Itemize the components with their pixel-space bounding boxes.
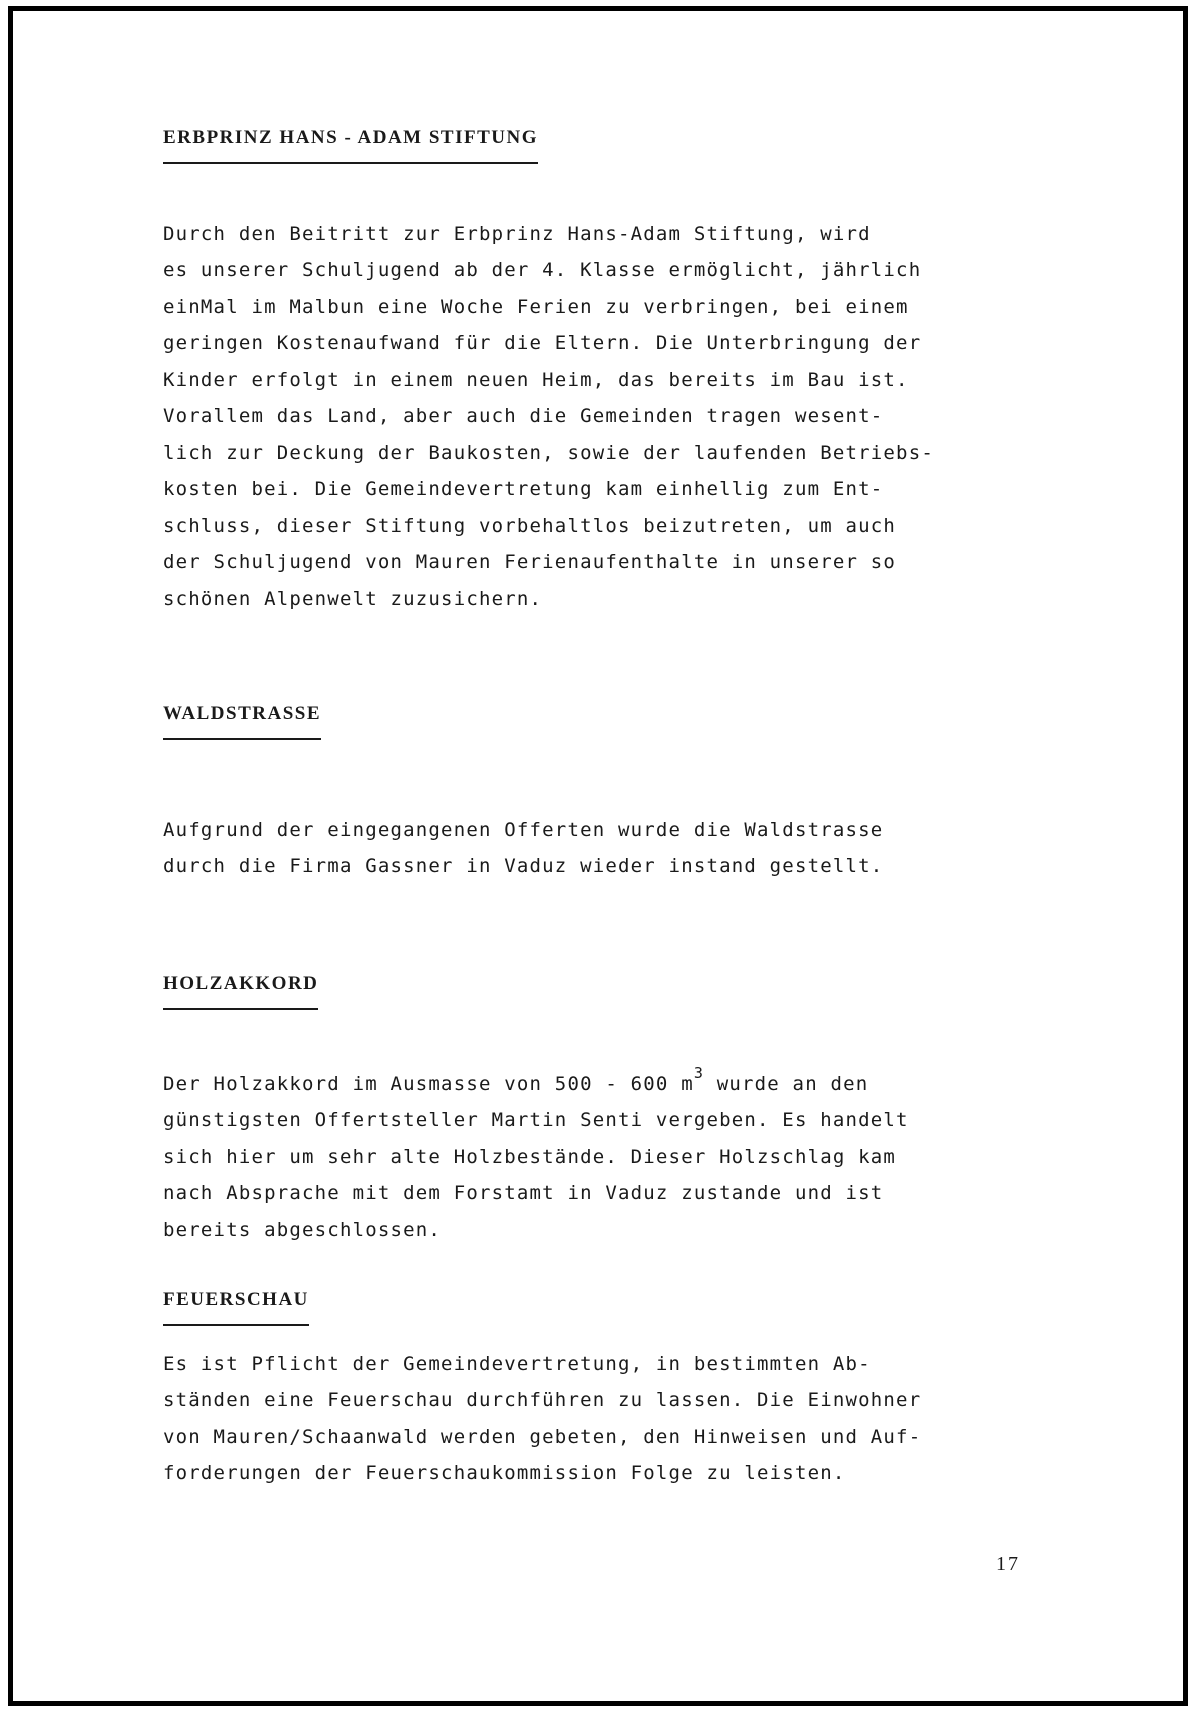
- paragraph-line: Durch den Beitritt zur Erbprinz Hans-Adam Stiftung, wird: [163, 222, 871, 245]
- paragraph-line: schluss, dieser Stiftung vorbehaltlos beizutreten, um auch: [163, 514, 897, 537]
- document-page: [8, 6, 1188, 1706]
- paragraph-line: Vorallem das Land, aber auch die Gemeinden tragen wesent-: [163, 405, 884, 428]
- section-stiftung: [163, 127, 1083, 617]
- paragraph-line: ständen eine Feuerschau durchführen zu lassen. Die Einwohner: [163, 1389, 922, 1412]
- paragraph-line: schönen Alpenwelt zuzusichern.: [163, 587, 543, 610]
- text-before-exponent: Der Holzakkord im Ausmasse von 500 - 600 m: [163, 1072, 694, 1095]
- paragraph-line: einMal im Malbun eine Woche Ferien zu verbringen, bei einem: [163, 295, 909, 318]
- section-heading-holzakkord: HOLZAKKORD: [163, 973, 318, 1010]
- section-waldstrasse: [163, 703, 1083, 885]
- paragraph-line: bereits abgeschlossen.: [163, 1218, 442, 1241]
- paragraph-line: kosten bei. Die Gemeindevertretung kam einhellig zum Ent-: [163, 478, 884, 501]
- paragraph-line: es unserer Schuljugend ab der 4. Klasse ermöglicht, jährlich: [163, 259, 922, 282]
- paragraph-line: Aufgrund der eingegangenen Offerten wurde die Waldstrasse: [163, 818, 884, 841]
- paragraph-line: sich hier um sehr alte Holzbestände. Dieser Holzschlag kam: [163, 1145, 897, 1168]
- section-holzakkord: [163, 973, 1083, 1248]
- paragraph-line: günstigsten Offertsteller Martin Senti vergeben. Es handelt: [163, 1109, 909, 1132]
- paragraph-line: forderungen der Feuerschaukommission Folge zu leisten.: [163, 1462, 846, 1485]
- page-number: 17: [996, 1553, 1020, 1575]
- exponent: 3: [693, 1064, 705, 1083]
- section-heading-feuerschau: FEUERSCHAU: [163, 1289, 309, 1326]
- paragraph-line: Kinder erfolgt in einem neuen Heim, das bereits im Bau ist.: [163, 368, 909, 391]
- paragraph-line: durch die Firma Gassner in Vaduz wieder instand gestellt.: [163, 855, 884, 878]
- section-feuerschau: [163, 1289, 1083, 1492]
- paragraph-line: Es ist Pflicht der Gemeindevertretung, in bestimmten Ab-: [163, 1352, 871, 1375]
- paragraph-line: [163, 1066, 1083, 1103]
- section-heading-waldstrasse: WALDSTRASSE: [163, 703, 321, 740]
- paragraph-line: von Mauren/Schaanwald werden gebeten, den Hinweisen und Auf-: [163, 1425, 922, 1448]
- text-after-exponent: wurde an den: [704, 1072, 869, 1095]
- paragraph-line: lich zur Deckung der Baukosten, sowie der laufenden Betriebs-: [163, 441, 934, 464]
- paragraph-line: geringen Kostenaufwand für die Eltern. Die Unterbringung der: [163, 332, 922, 355]
- paragraph-line: der Schuljugend von Mauren Ferienaufenthalte in unserer so: [163, 551, 897, 574]
- paragraph-line: nach Absprache mit dem Forstamt in Vaduz zustande und ist: [163, 1182, 884, 1205]
- section-heading-stiftung: ERBPRINZ HANS - ADAM STIFTUNG: [163, 127, 538, 164]
